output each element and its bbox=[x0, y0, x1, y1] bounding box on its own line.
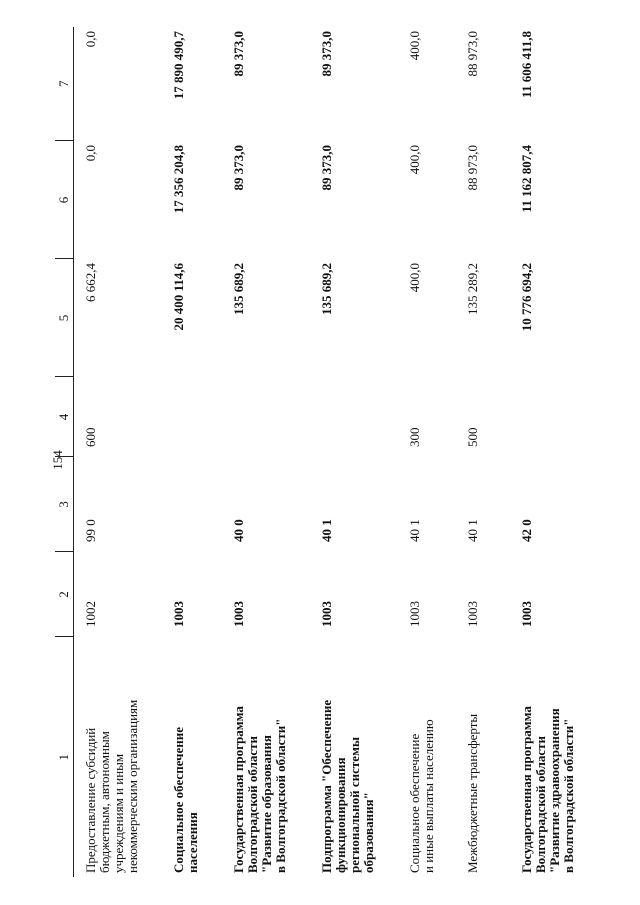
program-code: 40 1 bbox=[407, 519, 422, 542]
row-label: Подпрограмма "Обеспечение функционирования региональной системы образования" bbox=[319, 699, 376, 873]
amount-col5: 10 776 694,2 bbox=[519, 263, 534, 332]
amount-col7: 400,0 bbox=[407, 31, 422, 61]
amount-col5: 400,0 bbox=[407, 263, 422, 293]
amount-col5: 6 662,4 bbox=[83, 263, 98, 302]
column-header: 7 bbox=[55, 27, 74, 141]
section-code: 1003 bbox=[171, 601, 186, 627]
amount-col5: 135 689,2 bbox=[319, 263, 334, 315]
column-header: 1 bbox=[55, 637, 74, 877]
row-label: Социальное обеспечение населения bbox=[171, 727, 200, 873]
expense-type-code bbox=[222, 377, 310, 457]
amount-col7: 88 973,0 bbox=[465, 31, 480, 77]
row-label: Государственная программа Волгоградской области "Развитие здравоохранения в Волгоградской области" bbox=[519, 706, 576, 873]
table-row bbox=[456, 27, 510, 877]
amount-col7: 0,0 bbox=[83, 31, 98, 48]
table-header-row bbox=[55, 27, 74, 877]
amount-col6: 89 373,0 bbox=[319, 145, 334, 191]
section-code: 1003 bbox=[407, 601, 422, 627]
section-code: 1002 bbox=[83, 601, 98, 627]
table-row bbox=[398, 27, 456, 877]
row-label: Государственная программа Волгоградской области "Развитие образования в Волгоградской области" bbox=[231, 706, 288, 873]
table-row bbox=[74, 27, 163, 877]
budget-table bbox=[55, 27, 584, 877]
section-code: 1003 bbox=[465, 601, 480, 627]
expense-type-code bbox=[310, 377, 398, 457]
table-row bbox=[310, 27, 398, 877]
page-number: 154 bbox=[50, 450, 65, 470]
row-label: Предоставление субсидий бюджетным, автономным учреждениям и иным некоммерческим организациям bbox=[83, 699, 140, 873]
amount-col6: 89 373,0 bbox=[231, 145, 246, 191]
program-code bbox=[162, 457, 222, 552]
amount-col7: 11 606 411,8 bbox=[519, 31, 534, 98]
amount-col7: 89 373,0 bbox=[319, 31, 334, 77]
program-code: 40 0 bbox=[231, 519, 246, 542]
program-code: 40 1 bbox=[465, 519, 480, 542]
expense-type-code: 600 bbox=[83, 427, 98, 447]
column-header: 2 bbox=[55, 552, 74, 637]
amount-col5: 135 689,2 bbox=[231, 263, 246, 315]
row-label: Социальное обеспечение и иные выплаты населению bbox=[407, 719, 436, 873]
program-code: 42 0 bbox=[519, 519, 534, 542]
section-code: 1003 bbox=[519, 601, 534, 627]
section-code: 1003 bbox=[319, 601, 334, 627]
column-header: 6 bbox=[55, 141, 74, 259]
section-code: 1003 bbox=[231, 601, 246, 627]
table-row bbox=[510, 27, 584, 877]
expense-type-code bbox=[162, 377, 222, 457]
amount-col7: 89 373,0 bbox=[231, 31, 246, 77]
column-header: 4 bbox=[55, 377, 74, 457]
program-code: 99 0 bbox=[83, 519, 98, 542]
amount-col5: 135 289,2 bbox=[465, 263, 480, 315]
program-code: 40 1 bbox=[319, 519, 334, 542]
expense-type-code: 500 bbox=[465, 427, 480, 447]
amount-col6: 17 356 204,8 bbox=[171, 145, 186, 214]
expense-type-code: 300 bbox=[407, 427, 422, 447]
amount-col5: 20 400 114,6 bbox=[171, 263, 186, 331]
amount-col6: 400,0 bbox=[407, 145, 422, 175]
expense-type-code bbox=[510, 377, 584, 457]
amount-col6: 88 973,0 bbox=[465, 145, 480, 191]
amount-col6: 11 162 807,4 bbox=[519, 145, 534, 213]
table-row bbox=[222, 27, 310, 877]
amount-col6: 0,0 bbox=[83, 145, 98, 162]
table-row bbox=[162, 27, 222, 877]
amount-col7: 17 890 490,7 bbox=[171, 31, 186, 100]
rotated-page-content bbox=[55, 27, 585, 877]
column-header: 5 bbox=[55, 259, 74, 377]
row-label: Межбюджетные трансферты bbox=[465, 713, 480, 873]
column-header: 3 bbox=[55, 457, 74, 552]
